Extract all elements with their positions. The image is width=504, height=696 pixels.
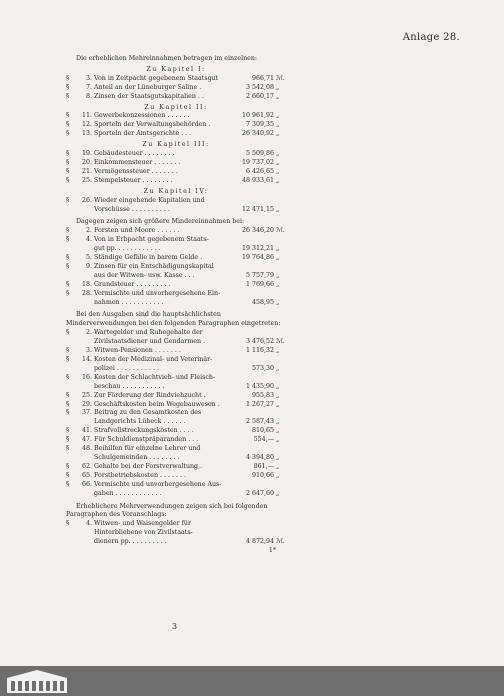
item-number: 25. [81,391,92,399]
paragraph-sign: § [66,112,70,120]
item-number: 4. [85,236,92,244]
ledger-row [66,168,286,177]
item-text: Witwen- und Waisengelder für [94,520,191,528]
item-text: Kosten der Medizinal- und Veterinär- [94,356,213,363]
item-number: 2. [85,227,92,235]
ledger-row [66,401,286,410]
ledger-row [66,75,286,84]
paragraph-sign: § [66,130,70,138]
item-unit: „ [276,121,280,129]
item-unit: „ [276,167,280,175]
ledger-row [66,206,286,215]
item-text: Schulgemeinden . . . . . . . . [94,453,180,461]
item-text: Strafvollstreckungskosten . . . . [94,427,194,435]
item-text: Beihilfen für einzelne Lehrer und [94,445,201,453]
item-text: Wieder eingehende Kapitalien und [94,196,205,204]
item-amount: 1 267,27 [245,400,274,408]
ledger-row [66,436,286,445]
item-amount: 4 394,80 [245,453,274,461]
ledger-row [66,365,286,374]
item-number: 3. [85,347,92,355]
item-amount: 458,95 [251,298,274,306]
item-number: 19. [81,150,92,158]
item-number: 62. [81,462,92,470]
item-text: Grundsteuer . . . . . . . . . [94,280,171,288]
paragraph-sign: § [66,176,70,184]
intro-paragraph: Die erheblichen Mehreinnahmen betragen im einzelnen: [76,55,258,62]
item-amount: 26 346,20 [241,227,274,235]
item-text: Anteil an der Lüneburger Saline . [94,83,202,91]
item-unit: „ [276,92,280,100]
ledger-row [66,538,286,547]
item-number: 28. [81,289,92,297]
item-unit: „ [276,83,280,91]
item-number: 48. [81,445,92,453]
item-text: Forsten und Moore . . . . . . [94,227,180,235]
ledger-row [66,245,286,254]
item-amount: 19 737,02 [241,158,274,166]
paragraph-sign: § [66,436,70,444]
item-number: 66. [81,480,92,488]
item-text: aus der Witwen- usw. Kasse . . . [94,271,195,279]
item-text: Gewerbekonzessionen . . . . . . [94,112,190,120]
paragraph-sign: § [66,121,70,129]
item-amount: 2 587,43 [245,418,274,426]
item-amount: 861,— [253,462,274,470]
item-text: dienern pp. . . . . . . . . . [94,538,167,546]
item-text: nahmen . . . . . . . . . . . [94,298,164,306]
item-amount: 5 509,86 [245,150,274,158]
paragraph-sign: § [66,409,70,417]
paragraph-sign: § [66,462,70,470]
item-text: Zinsen der Staatsgutskapitalien . . [94,92,204,100]
item-unit: „ [276,254,280,262]
ledger-row [66,481,286,490]
paragraph-sign: § [66,262,70,270]
item-unit: „ [276,347,280,355]
ledger-row [66,490,286,499]
ledger-row [66,281,286,290]
ledger-row [66,383,286,392]
ledger-row [66,112,286,121]
item-number: 26. [81,196,92,204]
paragraph-sign: § [66,427,70,435]
item-unit: „ [276,453,280,461]
item-unit: „ [276,298,280,306]
item-text: Forstbetriebskosten . . . . . . . [94,471,187,479]
document-body [66,55,286,556]
paragraph-sign: § [66,329,70,337]
ledger-row [66,177,286,186]
chapters-section [66,66,286,215]
paragraph-sign: § [66,150,70,158]
item-amount: 10 961,92 [241,112,274,120]
item-unit: „ [276,471,280,479]
item-number: 8. [85,92,92,100]
item-text: Wartegelder und Ruhegehalte der [94,329,203,337]
item-number: 65. [81,471,92,479]
item-unit: „ [276,400,280,408]
item-number: 13. [81,130,92,138]
item-number: 9. [85,262,92,270]
ledger-row [66,418,286,427]
item-unit: „ [276,205,280,213]
item-unit: „ [276,489,280,497]
ledger-row [66,227,286,236]
ledger-row [66,392,286,401]
item-unit: „ [276,130,280,138]
ledger-row [66,374,286,383]
item-text: Landgerichts Lübeck . . . . . . [94,418,186,426]
ledger-row [66,472,286,481]
item-amount: 4 872,94 [245,538,274,546]
annex-label: Anlage 28. [402,32,460,43]
paragraph-sign: § [66,289,70,297]
item-number: 2. [85,329,92,337]
ledger-row [66,356,286,365]
item-number: 37. [81,409,92,417]
chapter-heading: Zu Kapitel I: [146,65,206,73]
item-unit: „ [276,112,280,120]
minder-list [66,227,286,307]
item-amount: 3 476,52 [245,338,274,346]
ledger-row [66,236,286,245]
item-number: 5. [85,254,92,262]
item-text: gaben . . . . . . . . . . . . [94,489,162,497]
paragraph-sign: § [66,445,70,453]
ausgaben-intro: Bei den Ausgaben sind die hauptsächlichsten Minderverwendungen bei den folgenden Paragraphen eingetreten: [66,311,281,328]
item-amount: 955,83 [251,391,274,399]
ledger-row [66,150,286,159]
chapter-items [66,197,286,215]
item-amount: 7 309,35 [245,121,274,129]
chapter-heading: Zu Kapitel II: [144,103,208,111]
paragraph-sign: § [66,373,70,381]
item-number: 18. [81,280,92,288]
item-number: 4. [85,520,92,528]
chapter-heading: Zu Kapitel IV: [143,187,209,195]
ausgaben-list [66,329,286,498]
item-number: 11. [81,112,92,120]
item-unit: „ [276,271,280,279]
ledger-row [66,272,286,281]
item-amount: 19 764,86 [241,254,274,262]
item-text: Gebäudesteuer . . . . . . . . [94,150,175,158]
ledger-row [66,263,286,272]
paragraph-sign: § [66,347,70,355]
item-text: Vermögenssteuer . . . . . . . [94,167,178,175]
item-text: Kosten der Schlachtvieh- und Fleisch- [94,373,216,381]
paragraph-sign: § [66,280,70,288]
ledger-row [66,121,286,130]
item-number: 12. [81,121,92,129]
item-amount: 810,65 [251,427,274,435]
item-unit: „ [276,382,280,390]
item-amount: 19 312,21 [241,245,274,253]
item-amount: 966,71 [251,74,274,82]
item-text: polizei . . . . . . . . . . . [94,364,159,372]
item-amount: 1 116,32 [245,347,274,355]
item-text: Sporteln der Verwaltungsbehörden . [94,121,211,129]
item-unit: „ [276,176,280,184]
item-text: Witwen-Pensionen . . . . . . . [94,347,181,355]
minder-intro: Dagegen zeigen sich größere Mindereinnahmen bei: [76,218,245,226]
item-text: Zivilstaatsdiener und Gendarmen . [94,338,206,346]
item-amount: 2 660,17 [245,92,274,100]
item-unit: „ [276,462,280,470]
chapter-heading: Zu Kapitel III: [142,141,210,149]
item-text: Ständige Gefälle in barem Gelde . [94,254,203,262]
item-amount: 3 542,08 [245,83,274,91]
item-text: Zinsen für ein Entschädigungskapital [94,262,214,270]
paragraph-sign: § [66,480,70,488]
page-number: 3 [172,622,178,631]
item-number: 25. [81,176,92,184]
item-unit: „ [276,280,280,288]
item-amount: 1 769,66 [245,280,274,288]
paragraph-sign: § [66,356,70,363]
item-number: 41. [81,427,92,435]
signature-mark: 1* [268,547,276,555]
item-text: gut pp. . . . . . . . . . . . [94,245,161,253]
item-text: Zur Förderung der Rindviehzucht . [94,391,206,399]
paragraph-sign: § [66,471,70,479]
ledger-row [66,84,286,93]
item-text: Einkommensteuer . . . . . . . [94,158,181,166]
item-unit: „ [276,418,280,426]
paragraph-sign: § [66,196,70,204]
ledger-row [66,445,286,454]
item-unit: ℳ. [276,74,285,82]
paragraph-sign: § [66,391,70,399]
item-number: 14. [81,356,92,363]
mehr-list [66,520,286,547]
paragraph-sign: § [66,254,70,262]
paragraph-sign: § [66,227,70,235]
item-amount: 554,— [253,436,274,444]
item-text: Sporteln der Amtsgerichte . . . [94,130,192,138]
paragraph-sign: § [66,520,70,528]
library-building-icon [6,668,68,694]
paragraph-sign: § [66,400,70,408]
item-text: Von in Erbpacht gegebenem Staats- [94,236,209,244]
item-unit: ℳ. [276,338,285,346]
item-text: Vorschüsse . . . . . . . . . . [94,205,170,213]
ledger-row [66,409,286,418]
item-number: 16. [81,373,92,381]
item-text: Vermischte und unvorhergesehene Ein- [94,289,221,297]
ledger-row [66,130,286,139]
ledger-row [66,159,286,168]
ledger-row [66,299,286,308]
mehr-intro: Erheblichere Mehrverwendungen zeigen sich bei folgenden Paragraphen des Voranschlags: [66,502,268,519]
item-unit: „ [276,427,280,435]
ledger-row [66,197,286,206]
paragraph-sign: § [66,92,70,100]
item-text: Hinterbliebene von Zivilstaats- [94,529,193,537]
item-amount: 12 471,15 [241,205,274,213]
paragraph-sign: § [66,167,70,175]
item-text: Stempelsteuer . . . . . . . . [94,176,173,184]
ledger-row [66,520,286,529]
item-text: Beitrag zu den Gesamtkosten des [94,409,202,417]
ledger-row [66,463,286,472]
paragraph-sign: § [66,83,70,91]
item-text: Gehalte bei der Forstverwaltung . [94,462,203,470]
ledger-row [66,329,286,338]
footer-bar [0,666,504,696]
item-text: Von in Zeitpacht gegebenem Staatsgut [94,74,219,82]
item-text: beschau . . . . . . . . . . . [94,382,165,390]
ledger-row [66,254,286,263]
chapter-items [66,75,286,102]
item-unit: ℳ. [276,227,285,235]
item-unit: „ [276,150,280,158]
chapter-items [66,112,286,139]
item-unit: „ [276,158,280,166]
ledger-row [66,347,286,356]
item-amount: 6 426,65 [245,167,274,175]
chapter-items [66,150,286,186]
ledger-row [66,529,286,538]
item-unit: „ [276,364,280,372]
item-number: 29. [81,400,92,408]
item-unit: „ [276,391,280,399]
ledger-row [66,290,286,299]
item-amount: 26 340,92 [241,130,274,138]
item-amount: 48 933,61 [241,176,274,184]
item-text: Vermischte und unvorhergesehene Aus- [94,480,222,488]
item-amount: 5 757,79 [245,271,274,279]
item-unit: „ [276,245,280,253]
ledger-row [66,454,286,463]
item-number: 3. [85,74,92,82]
paragraph-sign: § [66,236,70,244]
item-number: 7. [85,83,92,91]
item-number: 21. [81,167,92,175]
item-text: Für Schuldienstpräparanden . . . [94,436,199,444]
item-amount: 910,66 [251,471,274,479]
ledger-row [66,338,286,347]
item-number: 20. [81,158,92,166]
paragraph-sign: § [66,158,70,166]
item-amount: 1 435,90 [245,382,274,390]
item-text: Geschäftskosten beim Wegebauwesen . [94,400,220,408]
item-number: 47. [81,436,92,444]
ledger-row [66,93,286,102]
ledger-row [66,427,286,436]
item-amount: 2 647,60 [245,489,274,497]
item-unit: „ [276,436,280,444]
item-amount: 573,30 [251,364,274,372]
paragraph-sign: § [66,74,70,82]
item-unit: ℳ. [276,538,285,546]
